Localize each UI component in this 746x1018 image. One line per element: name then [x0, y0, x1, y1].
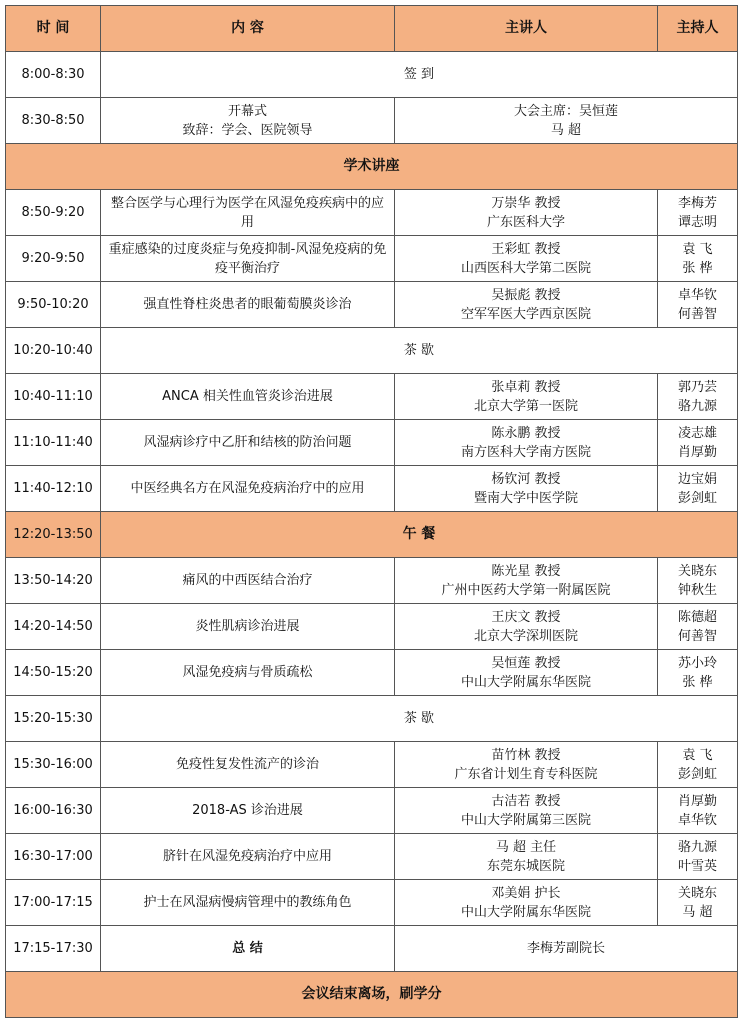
host-name-1: 边宝娟 — [677, 471, 717, 487]
topic-cell — [101, 190, 395, 236]
host-name-1: 凌志雄 — [677, 425, 717, 441]
opening-content — [101, 98, 395, 144]
host-cell — [658, 604, 738, 650]
speaker-affiliation: 山西医科大学第二医院 — [460, 260, 591, 276]
speaker-name: 王庆文 教授 — [491, 609, 561, 625]
signin-label: 签 到 — [101, 52, 738, 98]
time-cell: 11:10-11:40 — [6, 420, 101, 466]
opening-remarks: 致辞：学会、医院领导 — [182, 122, 313, 138]
speaker-affiliation: 中山大学附属第三医院 — [460, 812, 591, 828]
topic-text: 重症感染的过度炎症与免疫抑制-风湿免疫病的免疫平衡治疗 — [108, 241, 387, 276]
speaker-cell — [395, 558, 658, 604]
speaker-name: 邓美娟 护长 — [491, 885, 561, 901]
speaker-affiliation: 中山大学附属东华医院 — [460, 904, 591, 920]
header-content: 内 容 — [101, 6, 395, 52]
chair-line-1: 大会主席：吴恒莲 — [513, 103, 618, 119]
topic-cell — [101, 282, 395, 328]
talk-row — [6, 650, 738, 696]
topic-cell — [101, 604, 395, 650]
host-name-1: 卓华钦 — [677, 287, 717, 303]
tea-break-row-label: 茶 歇 — [101, 328, 738, 374]
speaker-cell — [395, 282, 658, 328]
host-cell — [658, 558, 738, 604]
host-name-2: 马 超 — [682, 904, 713, 920]
host-cell — [658, 420, 738, 466]
topic-text: 痛风的中西医结合治疗 — [182, 573, 313, 588]
speaker-cell — [395, 650, 658, 696]
host-name-1: 骆九源 — [677, 839, 717, 855]
host-name-1: 肖厚勤 — [677, 793, 717, 809]
host-name-1: 关晓东 — [677, 885, 717, 901]
talk-row — [6, 742, 738, 788]
header-host: 主持人 — [658, 6, 738, 52]
speaker-affiliation: 北京大学第一医院 — [473, 398, 578, 414]
host-name-1: 袁 飞 — [682, 241, 713, 257]
topic-cell — [101, 420, 395, 466]
topic-cell — [101, 834, 395, 880]
topic-cell — [101, 558, 395, 604]
speaker-name: 万崇华 教授 — [491, 195, 561, 211]
opening-chair — [395, 98, 738, 144]
topic-text: 炎性肌病诊治进展 — [195, 619, 300, 634]
signin-row — [6, 52, 738, 98]
time-cell: 10:40-11:10 — [6, 374, 101, 420]
topic-text: 2018-AS 诊治进展 — [192, 803, 303, 818]
host-name-2: 钟秋生 — [677, 582, 717, 598]
summary-label: 总 结 — [101, 926, 395, 972]
header-speaker: 主讲人 — [395, 6, 658, 52]
schedule-table — [5, 5, 738, 1018]
host-name-1: 苏小玲 — [677, 655, 717, 671]
host-name-2: 张 桦 — [682, 674, 713, 690]
speaker-name: 吴振彪 教授 — [491, 287, 561, 303]
time-cell: 15:30-16:00 — [6, 742, 101, 788]
speaker-cell — [395, 834, 658, 880]
time-cell: 8:00-8:30 — [6, 52, 101, 98]
topic-text: 整合医学与心理行为医学在风湿免疫疾病中的应用 — [110, 195, 384, 230]
host-name-2: 张 桦 — [682, 260, 713, 276]
host-name-1: 关晓东 — [677, 563, 717, 579]
talk-row — [6, 374, 738, 420]
host-cell — [658, 466, 738, 512]
host-name-2: 彭剑虹 — [677, 490, 717, 506]
topic-cell — [101, 466, 395, 512]
host-cell — [658, 374, 738, 420]
topic-text: ANCA 相关性血管炎诊治进展 — [162, 389, 333, 404]
speaker-affiliation: 空军军医大学西京医院 — [460, 306, 591, 322]
speaker-affiliation: 暨南大学中医学院 — [473, 490, 578, 506]
lunch-row — [6, 512, 738, 558]
topic-cell — [101, 650, 395, 696]
time-cell: 8:30-8:50 — [6, 98, 101, 144]
talk-row — [6, 420, 738, 466]
speaker-affiliation: 东莞东城医院 — [486, 858, 565, 874]
section-academic-title: 学术讲座 — [6, 144, 738, 190]
speaker-cell — [395, 420, 658, 466]
lunch-row-label: 午 餐 — [101, 512, 738, 558]
speaker-cell — [395, 236, 658, 282]
closing-note: 会议结束离场，刷学分 — [6, 972, 738, 1018]
host-name-1: 李梅芳 — [677, 195, 717, 211]
talk-row — [6, 788, 738, 834]
time-cell: 15:20-15:30 — [6, 696, 101, 742]
host-cell — [658, 788, 738, 834]
summary-row — [6, 926, 738, 972]
topic-cell — [101, 374, 395, 420]
topic-text: 风湿病诊疗中乙肝和结核的防治问题 — [143, 435, 352, 450]
speaker-name: 王彩虹 教授 — [491, 241, 561, 257]
host-name-2: 谭志明 — [677, 214, 717, 230]
host-name-2: 卓华钦 — [677, 812, 717, 828]
tea-break-row-label: 茶 歇 — [101, 696, 738, 742]
time-cell: 16:30-17:00 — [6, 834, 101, 880]
host-name-2: 何善智 — [677, 628, 717, 644]
time-cell: 8:50-9:20 — [6, 190, 101, 236]
time-cell: 12:20-13:50 — [6, 512, 101, 558]
speaker-affiliation: 中山大学附属东华医院 — [460, 674, 591, 690]
speaker-cell — [395, 880, 658, 926]
topic-text: 护士在风湿病慢病管理中的教练角色 — [143, 895, 352, 910]
speaker-cell — [395, 466, 658, 512]
talk-row — [6, 880, 738, 926]
topic-text: 免疫性复发性流产的诊治 — [175, 757, 319, 772]
talk-row — [6, 604, 738, 650]
speaker-name: 吴恒莲 教授 — [491, 655, 561, 671]
host-cell — [658, 650, 738, 696]
tea-break-row — [6, 696, 738, 742]
speaker-cell — [395, 742, 658, 788]
header-row — [6, 6, 738, 52]
topic-text: 风湿免疫病与骨质疏松 — [182, 665, 313, 680]
time-cell: 13:50-14:20 — [6, 558, 101, 604]
time-cell: 14:50-15:20 — [6, 650, 101, 696]
speaker-affiliation: 广东省计划生育专科医院 — [454, 766, 598, 782]
topic-text: 强直性脊柱炎患者的眼葡萄膜炎诊治 — [143, 297, 352, 312]
time-cell: 17:00-17:15 — [6, 880, 101, 926]
speaker-cell — [395, 190, 658, 236]
talk-row — [6, 282, 738, 328]
speaker-cell — [395, 604, 658, 650]
talk-row — [6, 834, 738, 880]
summary-presenter: 李梅芳副院长 — [395, 926, 738, 972]
host-cell — [658, 282, 738, 328]
chair-line-2: 马 超 — [550, 122, 582, 138]
host-cell — [658, 834, 738, 880]
closing-row — [6, 972, 738, 1018]
opening-row — [6, 98, 738, 144]
host-cell — [658, 742, 738, 788]
speaker-name: 苗竹林 教授 — [491, 747, 561, 763]
speaker-name: 张卓莉 教授 — [491, 379, 561, 395]
topic-cell — [101, 236, 395, 282]
speaker-name: 陈光星 教授 — [491, 563, 561, 579]
talk-row — [6, 558, 738, 604]
host-cell — [658, 236, 738, 282]
topic-cell — [101, 788, 395, 834]
speaker-cell — [395, 788, 658, 834]
host-name-1: 袁 飞 — [682, 747, 713, 763]
topic-text: 脐针在风湿免疫病治疗中应用 — [162, 849, 332, 864]
speaker-cell — [395, 374, 658, 420]
speaker-affiliation: 广州中医药大学第一附属医院 — [441, 582, 611, 598]
host-name-2: 何善智 — [677, 306, 717, 322]
talk-row — [6, 236, 738, 282]
tea-break-row — [6, 328, 738, 374]
speaker-name: 陈永鹏 教授 — [491, 425, 561, 441]
time-cell: 10:20-10:40 — [6, 328, 101, 374]
opening-title: 开幕式 — [227, 103, 267, 119]
topic-cell — [101, 880, 395, 926]
topic-text: 中医经典名方在风湿免疫病治疗中的应用 — [130, 481, 365, 496]
header-time: 时 间 — [6, 6, 101, 52]
host-cell — [658, 880, 738, 926]
host-name-2: 骆九源 — [677, 398, 717, 414]
host-name-1: 陈德超 — [677, 609, 717, 625]
host-name-2: 叶雪英 — [677, 858, 717, 874]
speaker-name: 马 超 主任 — [495, 839, 557, 855]
speaker-name: 杨钦河 教授 — [491, 471, 561, 487]
host-name-2: 肖厚勤 — [677, 444, 717, 460]
time-cell: 14:20-14:50 — [6, 604, 101, 650]
time-cell: 9:20-9:50 — [6, 236, 101, 282]
host-name-1: 郭乃芸 — [677, 379, 717, 395]
time-cell: 16:00-16:30 — [6, 788, 101, 834]
section-header-row — [6, 144, 738, 190]
talk-row — [6, 190, 738, 236]
speaker-name: 古洁若 教授 — [491, 793, 561, 809]
talk-row — [6, 466, 738, 512]
host-name-2: 彭剑虹 — [677, 766, 717, 782]
speaker-affiliation: 南方医科大学南方医院 — [460, 444, 591, 460]
time-cell: 11:40-12:10 — [6, 466, 101, 512]
topic-cell — [101, 742, 395, 788]
time-cell: 9:50-10:20 — [6, 282, 101, 328]
host-cell — [658, 190, 738, 236]
time-cell: 17:15-17:30 — [6, 926, 101, 972]
speaker-affiliation: 北京大学深圳医院 — [473, 628, 578, 644]
speaker-affiliation: 广东医科大学 — [486, 214, 565, 230]
